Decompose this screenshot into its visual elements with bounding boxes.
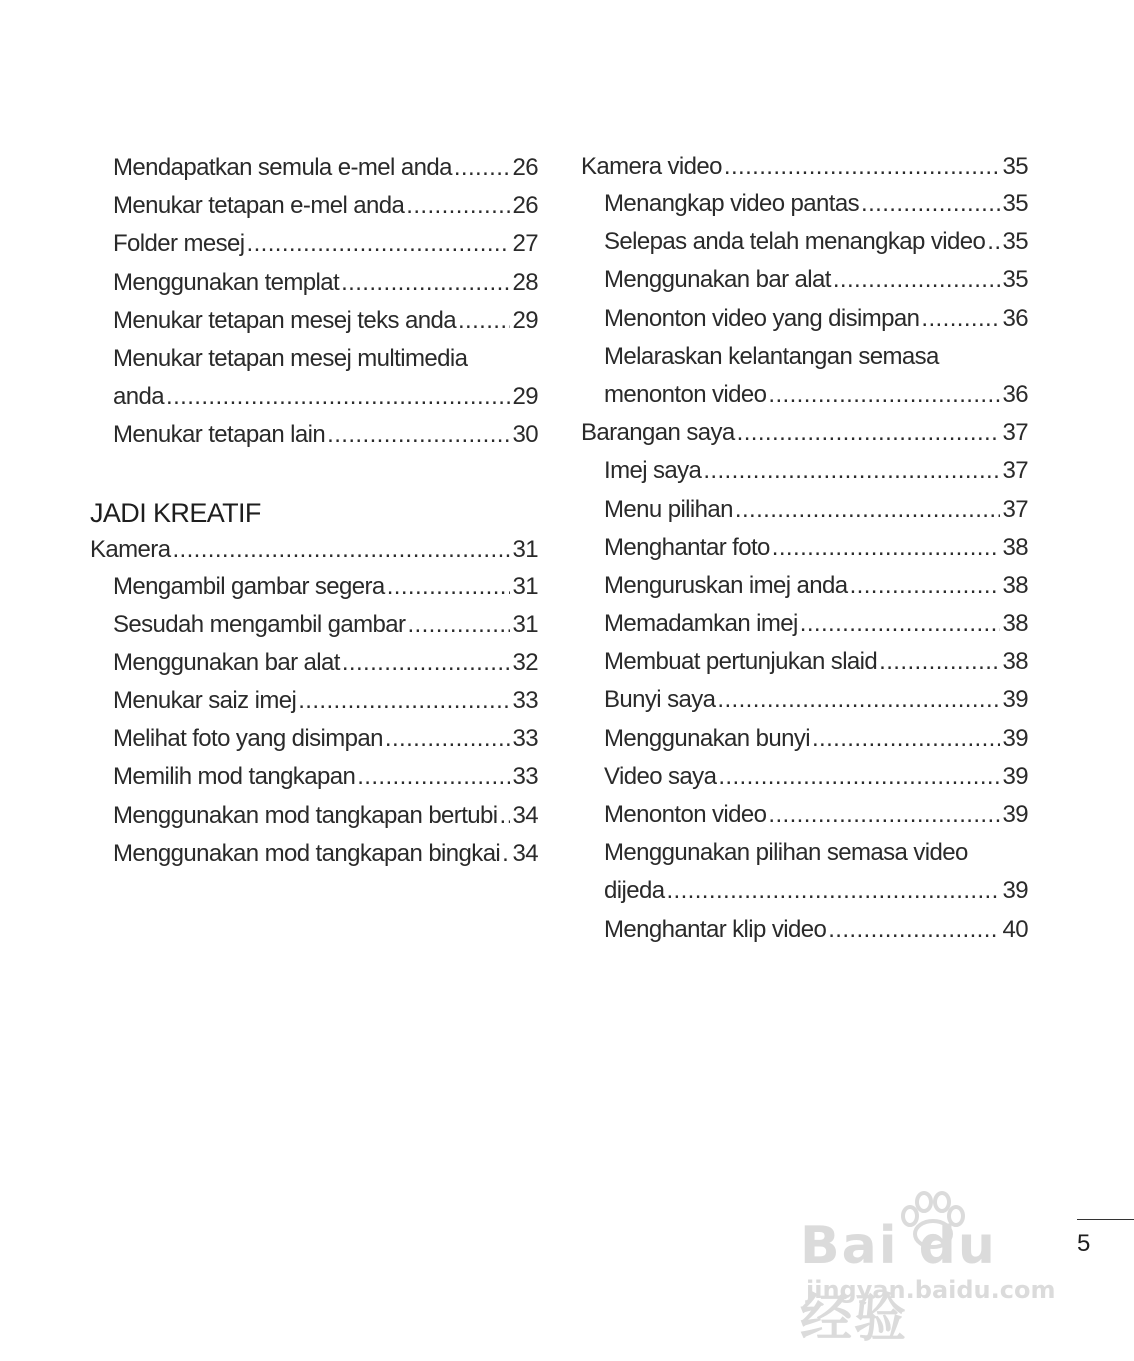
toc-entry-title: Menguruskan imej anda: [604, 571, 848, 599]
toc-entry-title: Menukar tetapan lain: [113, 421, 326, 449]
toc-entry-title: Menghantar foto: [604, 533, 770, 561]
toc-entry-multiline[interactable]: [90, 340, 538, 416]
toc-entry-line: [604, 452, 1028, 490]
dot-leader: [166, 378, 510, 416]
dot-leader: [406, 187, 509, 225]
toc-entry[interactable]: [90, 644, 538, 682]
toc-entry-line: [604, 758, 1028, 796]
dot-leader: [921, 300, 999, 338]
toc-entry[interactable]: [90, 720, 538, 758]
dot-leader: [387, 568, 510, 606]
toc-entry-page: 37: [1002, 419, 1028, 447]
toc-entry-title: Menangkap video pantas: [604, 190, 859, 217]
toc-entry-page: 39: [1002, 762, 1028, 790]
toc-entry[interactable]: [581, 720, 1028, 758]
toc-entry-line: [604, 796, 1028, 834]
toc-entry-line: [604, 529, 1028, 567]
toc-entry[interactable]: [581, 567, 1028, 605]
dot-leader: [717, 681, 999, 719]
dot-leader: [703, 452, 999, 490]
toc-entry-title: Barangan saya: [581, 419, 735, 447]
toc-entry[interactable]: [581, 681, 1028, 719]
toc-entry[interactable]: [90, 264, 538, 302]
toc-entry[interactable]: [581, 223, 1028, 261]
dot-leader: [735, 491, 1000, 529]
toc-entry-line: [113, 302, 538, 340]
dot-leader: [502, 835, 509, 873]
toc-entry-title: Menggunakan mod tangkapan bertubi: [113, 801, 498, 829]
toc-entry-title: Menu pilihan: [604, 495, 733, 523]
toc-entry-line: [113, 758, 538, 796]
toc-entry-page: 36: [1002, 380, 1028, 408]
toc-entry[interactable]: [581, 452, 1028, 490]
toc-entry[interactable]: [90, 568, 538, 606]
toc-entry-line: [90, 532, 538, 568]
toc-entry-line: [113, 644, 538, 682]
toc-entry-title: Membuat pertunjukan slaid: [604, 648, 878, 676]
toc-entry-page: 30: [512, 421, 538, 449]
toc-entry-line: [113, 682, 538, 720]
toc-entry-page: 37: [1002, 457, 1028, 485]
toc-entry[interactable]: [581, 491, 1028, 529]
toc-entry-page: 31: [512, 610, 538, 638]
dot-leader: [342, 644, 510, 682]
toc-entry-page: 33: [512, 725, 538, 753]
dot-leader: [833, 261, 1000, 299]
dot-leader: [768, 376, 999, 414]
toc-entry-title: Mendapatkan semula e-mel anda: [113, 154, 452, 181]
toc-group: [581, 185, 1028, 338]
toc-entry-page: 33: [512, 687, 538, 715]
toc-entry-page: 32: [512, 648, 538, 676]
toc-group: [90, 149, 538, 340]
toc-entry-title: Melaraskan kelantangan semasa: [604, 342, 939, 370]
toc-entry-line: [604, 261, 1028, 299]
dot-leader: [724, 149, 1000, 185]
toc-entry-page: 35: [1002, 266, 1028, 294]
toc-entry-page: 39: [1002, 801, 1028, 828]
page-number: 5: [1077, 1230, 1091, 1257]
toc-entry-page: 40: [1002, 915, 1028, 943]
toc-entry-page: 35: [1002, 228, 1028, 256]
toc-entry-title: Menukar saiz imej: [113, 687, 297, 715]
toc-entry-title: Menggunakan mod tangkapan bingkai: [113, 839, 501, 867]
toc-entry-line: [604, 185, 1028, 223]
toc-entry[interactable]: [90, 682, 538, 720]
toc-entry-line: [604, 720, 1028, 758]
toc-entry-title: Menggunakan bar alat: [604, 266, 831, 294]
toc-entry-title: dijeda: [604, 877, 665, 905]
toc-entry-page: 38: [1002, 610, 1028, 638]
toc-entry-line1: [604, 338, 1028, 376]
toc-entry-line: [581, 149, 1028, 185]
toc-entry[interactable]: [581, 605, 1028, 643]
toc-entry[interactable]: [581, 643, 1028, 681]
toc-entry-title: Menukar tetapan e-mel anda: [113, 192, 405, 220]
toc-entry-title: Melihat foto yang disimpan: [113, 725, 383, 753]
dot-leader: [879, 643, 999, 681]
dot-leader: [768, 796, 999, 834]
toc-group: [581, 452, 1028, 834]
toc-entry-title: menonton video: [604, 380, 767, 408]
dot-leader: [454, 149, 510, 187]
dot-leader: [327, 416, 509, 454]
toc-entry-title: Kamera: [90, 535, 171, 563]
toc-entry[interactable]: [581, 758, 1028, 796]
toc-entry-page: 38: [1002, 533, 1028, 561]
watermark-url: jingyan.baidu.com: [806, 1276, 1056, 1304]
page-rule: [1077, 1219, 1134, 1220]
toc-entry-title: Memilih mod tangkapan: [113, 763, 356, 791]
dot-leader: [812, 720, 1000, 758]
toc-entry-line: [604, 681, 1028, 719]
toc-entry[interactable]: [90, 797, 538, 835]
toc-entry-title: Menggunakan templat: [113, 268, 340, 296]
toc-entry-page: 28: [512, 268, 538, 296]
toc-entry-line: [604, 643, 1028, 681]
toc-entry-line: [113, 149, 538, 187]
toc-entry-title: Imej saya: [604, 457, 702, 485]
toc-main-entry[interactable]: [90, 532, 538, 568]
toc-entry-page: 39: [1002, 877, 1028, 905]
dot-leader: [718, 758, 999, 796]
dot-leader: [772, 529, 1000, 567]
toc-entry-page: 33: [512, 763, 538, 791]
toc-entry-title: Menukar tetapan mesej multimedia: [113, 344, 468, 372]
toc-entry-title: Menggunakan bar alat: [113, 648, 340, 676]
toc-entry-line1: [113, 340, 538, 378]
toc-entry-page: 35: [1002, 153, 1028, 180]
toc-entry-page: 37: [1002, 495, 1028, 523]
dot-leader: [861, 185, 1000, 223]
toc-entry-title: Menonton video yang disimpan: [604, 304, 920, 332]
toc-entry-title: Bunyi saya: [604, 686, 716, 714]
toc-entry[interactable]: [581, 261, 1028, 299]
dot-leader: [500, 797, 510, 835]
dot-leader: [341, 264, 509, 302]
toc-entry-multiline[interactable]: [581, 834, 1028, 910]
toc-entry-line: [113, 264, 538, 302]
toc-entry-line: [113, 416, 538, 454]
toc-entry-line: [604, 491, 1028, 529]
toc-entry-title: Video saya: [604, 762, 717, 790]
toc-entry-page: 26: [512, 192, 538, 220]
toc-entry-title: Menghantar klip video: [604, 915, 827, 943]
toc-entry-line: [604, 567, 1028, 605]
toc-main-entry[interactable]: [581, 414, 1028, 452]
dot-leader: [385, 720, 510, 758]
toc-entry-page: 39: [1002, 724, 1028, 752]
toc-entry-line: [604, 911, 1028, 949]
toc-entry-title: Kamera video: [581, 153, 722, 180]
toc-entry[interactable]: [581, 185, 1028, 223]
toc-entry-line2: [604, 376, 1028, 414]
toc-entry-line: [113, 187, 538, 225]
toc-left-column: [90, 149, 538, 873]
toc-entry-page: 34: [512, 801, 538, 829]
toc-entry[interactable]: [90, 606, 538, 644]
toc-entry-title: Menggunakan bunyi: [604, 724, 810, 752]
toc-entry-line: [581, 414, 1028, 452]
toc-entry-page: 34: [512, 839, 538, 867]
section-heading: JADI KREATIF: [90, 497, 261, 528]
toc-entry[interactable]: [90, 149, 538, 187]
toc-entry-line1: [604, 834, 1028, 872]
baidu-watermark: [800, 1190, 1070, 1349]
toc-entry-line: [113, 606, 538, 644]
toc-entry-line: [113, 568, 538, 606]
toc-entry-line: [604, 223, 1028, 261]
dot-leader: [987, 223, 999, 261]
toc-entry-page: 26: [512, 154, 538, 181]
toc-entry-page: 35: [1002, 190, 1028, 217]
toc-entry-line: [604, 605, 1028, 643]
toc-entry-title: anda: [113, 383, 164, 411]
dot-leader: [828, 911, 999, 949]
dot-leader: [666, 872, 999, 910]
toc-entry-title: Menukar tetapan mesej teks anda: [113, 306, 456, 334]
toc-entry-line: [113, 225, 538, 263]
toc-entry[interactable]: [90, 758, 538, 796]
toc-entry-title: Sesudah mengambil gambar: [113, 610, 406, 638]
toc-entry-title: Menggunakan pilihan semasa video: [604, 839, 968, 867]
toc-entry-page: 29: [512, 306, 538, 334]
toc-entry-title: Menonton video: [604, 801, 767, 828]
toc-entry-page: 31: [512, 572, 538, 600]
toc-entry-line: [113, 835, 538, 873]
toc-main-entry[interactable]: [581, 149, 1028, 185]
toc-entry[interactable]: [581, 796, 1028, 834]
toc-entry-page: 36: [1002, 304, 1028, 332]
toc-group: [581, 911, 1028, 949]
toc-entry[interactable]: [581, 300, 1028, 338]
dot-leader: [247, 225, 510, 263]
toc-entry-line: [113, 720, 538, 758]
dot-leader: [172, 532, 509, 568]
toc-entry-page: 39: [1002, 686, 1028, 714]
toc-entry-page: 27: [512, 230, 538, 258]
toc-group: [90, 416, 538, 454]
dot-leader: [407, 606, 509, 644]
toc-entry[interactable]: [90, 302, 538, 340]
dot-leader: [357, 758, 509, 796]
toc-entry-page: 29: [512, 383, 538, 411]
dot-leader: [850, 567, 1000, 605]
toc-entry-page: 38: [1002, 571, 1028, 599]
toc-entry-page: 31: [512, 535, 538, 563]
toc-entry[interactable]: [90, 835, 538, 873]
toc-entry-line2: [113, 378, 538, 416]
toc-entry-multiline[interactable]: [581, 338, 1028, 414]
toc-entry-title: Mengambil gambar segera: [113, 572, 385, 600]
dot-leader: [800, 605, 1000, 643]
dot-leader: [298, 682, 509, 720]
toc-entry-title: Selepas anda telah menangkap video: [604, 228, 986, 256]
toc-entry-title: Memadamkan imej: [604, 610, 798, 638]
toc-entry-line2: [604, 872, 1028, 910]
toc-entry[interactable]: [90, 187, 538, 225]
toc-entry-line: [604, 300, 1028, 338]
toc-entry-line: [113, 797, 538, 835]
watermark-brand: Bai du 经验: [800, 1216, 997, 1349]
toc-group: [90, 568, 538, 874]
dot-leader: [737, 414, 1000, 452]
toc-right-column: [581, 149, 1028, 949]
toc-entry-page: 38: [1002, 648, 1028, 676]
toc-entry[interactable]: [90, 416, 538, 454]
dot-leader: [458, 302, 510, 340]
toc-entry[interactable]: [90, 225, 538, 263]
toc-entry[interactable]: [581, 529, 1028, 567]
toc-entry-title: Folder mesej: [113, 230, 245, 258]
toc-entry[interactable]: [581, 911, 1028, 949]
